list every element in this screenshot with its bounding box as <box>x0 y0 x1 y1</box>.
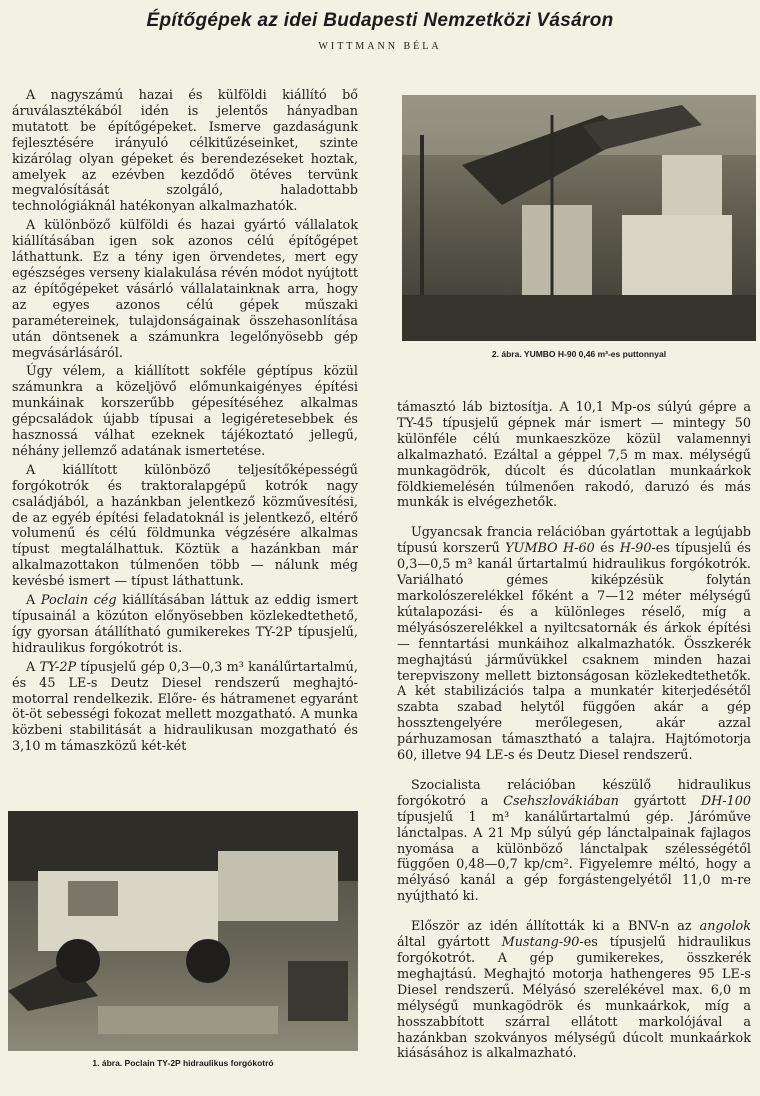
excavator-photo-yumbo <box>402 95 756 341</box>
article-author: WITTMANN BÉLA <box>318 41 442 52</box>
figure-2-caption: 2. ábra. YUMBO H-90 0,46 m³-es puttonnyal <box>491 349 667 359</box>
paragraph: Szocialista relációban készülő hidraulikus forgókotró a Csehszlovákiában gyártott DH-100 típusjelű 1 m³ kanálűrtartalmú gép. Járóműve lánctalpas. A 21 Mp súlyú gép lánctalpainak fajlagos nyomása a különböző lánctalpak szélességétől függően 0,48—0,7 kp/cm². Figyelemre méltó, hogy a mélyásó kanál a gép forgástengelyétől 11,0 m-re nyújtható ki. <box>397 777 751 905</box>
paragraph: A nagyszámú hazai és külföldi kiállító bő áruválasztékából idén is jelentős hányadban mutatott be építőgépeket. Ismerve gazdaságunk fejlesztésére irányuló célkitűzéseinket, szinte kizárólag olyan gépeket és berendezéseket hoztak, amelyek az ezévben kezdődő ötéves tervünk megvalósítását szolgáló, haladottabb technológiáknál hatékonyan alkalmazhatók. <box>12 88 358 215</box>
company-name: Poclain cég <box>40 593 117 609</box>
paragraph: A különböző külföldi és hazai gyártó vállalatok kiállításában igen sok azonos célú építőgépet láthattunk. Ez a tény igen örvendetes, mert egy egészséges verseny kialakulása révén módot nyújtott az építőgépeket vásárló vállalatainknak arra, hogy az egyes azonos célú gépek műszaki paramétereinek, tulajdonságainak összehasonlítása után döntsenek a számunkra legelőnyösebb gép megvásárlásáról. <box>12 218 358 361</box>
model-name: TY-2P <box>39 659 77 675</box>
paragraph: Ugyancsak francia relációban gyártottak a legújabb típusú korszerű YUMBO H-60 és H-90-es típusjelű és 0,3—0,5 m³ kanál űrtartalmú hidraulikus forgókotrók. Variálható gémes kiképzésük folytán markolószerelékkel főként a 7—12 méter mélységű kútalapozási- és a különleges réselő, míg a mélyásószerelékkel a nyiltcsatornák és árkok építési — fenntartási munkáihoz alkalmazhatók. Összkerék meghajtású járművükkel csaknem minden hazai terepviszony mellett biztonságosan közlekedtethetők. A két stabilizációs talpa a munkatér kiterjedésétől szabta szabad helytől függően akár a gép hossztengelyére merőlegesen, akár azzal párhuzamosan támasztható a talajra. Hajtómotorja 60, illetve 94 LE-s és Deutz Diesel rendszerű. <box>397 525 752 764</box>
paragraph: A kiállított különböző teljesítőképességű forgókotrók és traktoralapgépű kotrók nagy családjából, a hazánkban jelentkező közművesítési, de az egyéb építési feladatoknál is jelentkező, eltérő volumenű és célú földmunka végzésére alkalmas típust megtalálhattuk. Köztük a hazánkban már alkalmazottakon túlmenően több — nálunk még kevésbé ismert — típust láthattunk. <box>12 462 358 590</box>
right-text-column <box>397 400 751 1076</box>
excavator-photo-poclain <box>8 811 358 1051</box>
paragraph: támasztó láb biztosítja. A 10,1 Mp-os súlyú gépre a TY-45 típusjelű gépnek már ismert — mintegy 50 különféle célú munkaeszköze közül valamennyi alkalmazható. Ezáltal a géppel 7,5 m max. mélységű munkagödrök, dúcolt és dúcolatlan munkaárkok földkiemelésén túlmenően rakodó, daruzó és más munkák is elvégezhetők. <box>397 400 751 511</box>
paragraph: A TY-2P típusjelű gép 0,3—0,3 m³ kanálűrtartalmú, és 45 LE-s Deutz Diesel rendszerű meghajtó-motorral rendelkezik. Előre- és hátramenet egyaránt öt-öt sebességi fokozat mellett mozgatható. A munka közbeni stabilitását a hidraulikusan mozgatható és 3,10 m támaszközű két-két <box>12 659 358 755</box>
paragraph: Először az idén állították ki a BNV-n az angolok által gyártott Mustang-90-es típusjelű hidraulikus forgókotrót. A gép gumikerekes, összkerék meghajtású. Meghajtó motorja hathengeres 95 LE-s Diesel rendszerű. Mélyásó szerelékével max. 6,0 m mélységű munkagödrök és munkaárkok, míg a hosszabbított szárral ellátott markolójával a hazánkban szokványos mélységű dúcolt munkaárkok kiásásához is alkalmazható. <box>397 919 751 1062</box>
figure-1-caption: 1. ábra. Poclain TY-2P hidraulikus forgókotró <box>92 1058 274 1068</box>
paragraph: A Poclain cég kiállításában láttuk az eddig ismert típusainál a közúton előnyösebben közlekedtethető, így gyorsan átállítható gumikerekes TY-2P típusjelű, hidraulikus forgókotrót is. <box>12 593 358 656</box>
left-text-column <box>12 88 358 758</box>
paragraph: Úgy vélem, a kiállított sokféle géptípus közül számunkra a közeljövő előmunkaigényes építési munkáinak korszerűbb gépesítéséhez alkalmas gépcsaládok újabb típusai a legigéretesebbek és hasznossá válhat ezeknek tájékoztató jellegű, néhány jellemző adatának ismertetése. <box>12 364 358 459</box>
article-title: Építőgépek az idei Budapesti Nemzetközi Vásáron <box>146 10 614 31</box>
